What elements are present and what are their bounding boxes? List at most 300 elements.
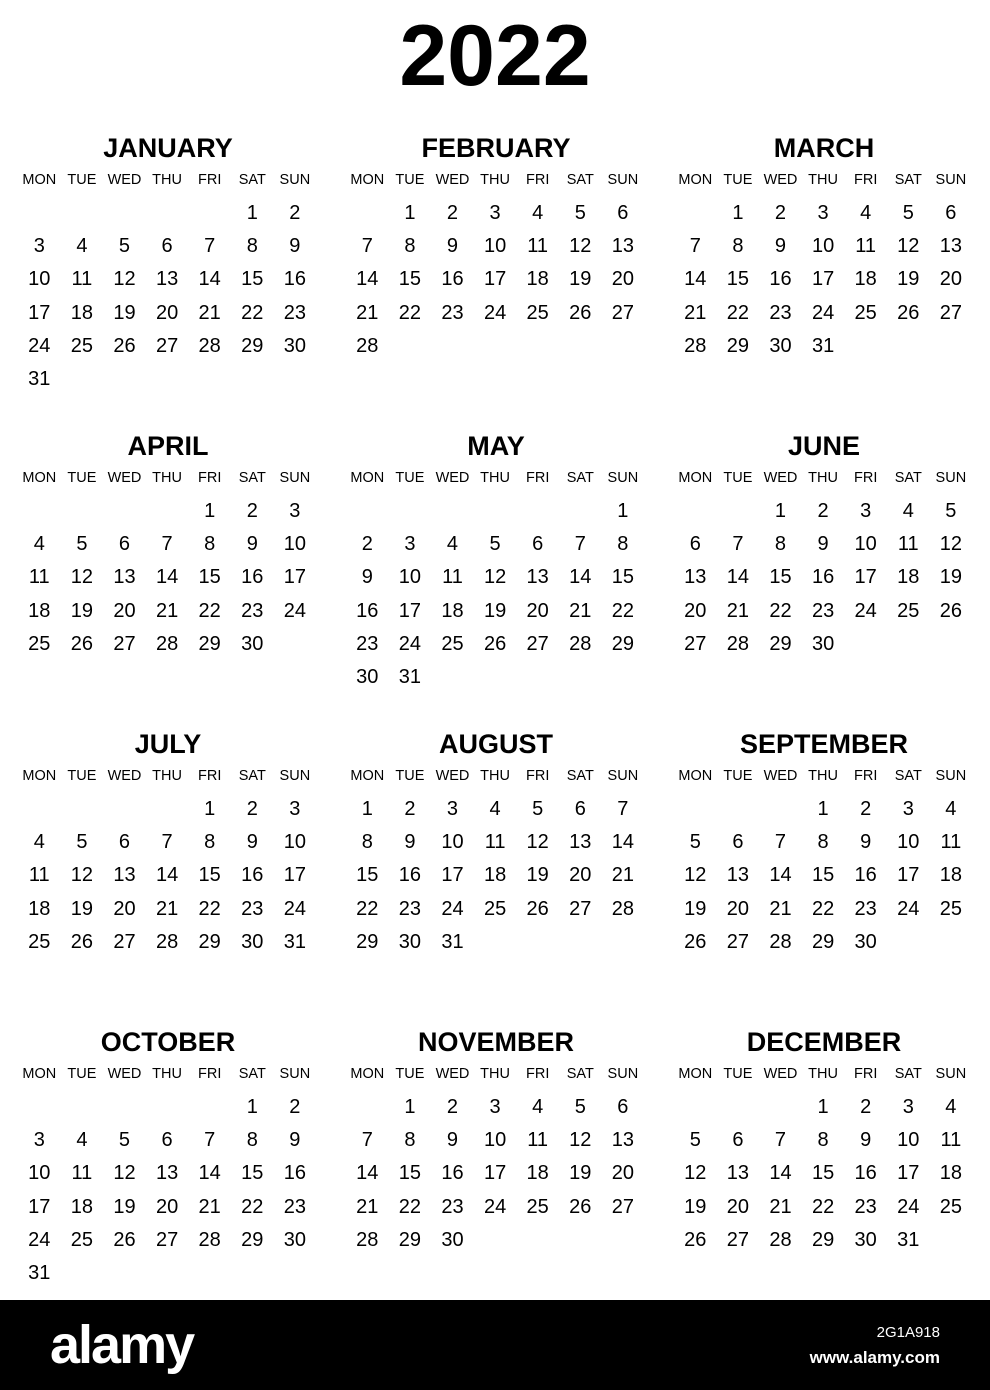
weekday-label: SUN — [935, 768, 967, 784]
day-cell: 27 — [611, 1195, 634, 1218]
day-cell: 9 — [860, 1129, 872, 1152]
day-cell: 24 — [283, 599, 306, 622]
day-cell: 13 — [939, 235, 962, 258]
week-row — [346, 1157, 646, 1190]
weekday-label: SUN — [607, 172, 639, 188]
day-cell: 7 — [204, 1129, 216, 1152]
weekday-label: SUN — [607, 1066, 639, 1082]
day-cell: 29 — [769, 632, 792, 655]
weekday-label: THU — [480, 470, 510, 486]
day-cell: 12 — [70, 566, 94, 589]
day-cell: 11 — [855, 235, 877, 258]
day-cell: 6 — [118, 831, 131, 854]
day-cell: 28 — [155, 930, 179, 953]
weekday-label: SAT — [238, 1066, 266, 1082]
day-cell: 25 — [70, 334, 94, 357]
day-cell: 22 — [241, 1195, 264, 1218]
day-cell: 31 — [441, 930, 464, 953]
day-cell: 16 — [283, 1162, 306, 1185]
day-cell: 11 — [71, 1162, 93, 1185]
week-row — [674, 197, 974, 230]
weekday-label: MON — [350, 768, 385, 784]
calendar-grid — [18, 128, 978, 1320]
week-row — [18, 1124, 318, 1157]
week-row — [346, 230, 646, 263]
day-cell: 11 — [71, 268, 93, 291]
day-cell: 13 — [726, 1162, 750, 1185]
week-row — [674, 263, 974, 296]
day-cell: 26 — [939, 599, 962, 622]
day-cell: 3 — [489, 202, 501, 225]
day-cell: 6 — [161, 1129, 173, 1152]
day-cell: 27 — [726, 1228, 750, 1251]
day-cell: 18 — [70, 301, 94, 324]
day-cell: 9 — [246, 831, 258, 854]
week-row — [18, 561, 318, 594]
day-cell: 18 — [70, 1195, 94, 1218]
day-cell: 5 — [76, 831, 88, 854]
day-cell: 4 — [532, 1096, 544, 1119]
week-row — [674, 859, 974, 892]
weekday-header — [674, 764, 974, 788]
weekday-label: MON — [350, 470, 385, 486]
weekday-label: THU — [480, 768, 510, 784]
day-cell: 8 — [246, 1129, 258, 1152]
day-cell: 1 — [732, 202, 744, 225]
weekday-header — [18, 1062, 318, 1086]
day-cell: 8 — [246, 235, 258, 258]
day-cell: 22 — [611, 599, 634, 622]
day-cell: 25 — [28, 632, 51, 655]
weekday-label: MON — [22, 172, 57, 188]
day-cell: 9 — [289, 1129, 301, 1152]
month-name: JULY — [134, 729, 202, 759]
weekday-header — [346, 1062, 646, 1086]
day-cell: 15 — [611, 566, 634, 589]
day-cell: 11 — [28, 566, 50, 589]
month-june — [674, 426, 974, 724]
weekday-label: FRI — [525, 470, 550, 486]
day-cell: 5 — [118, 1129, 131, 1152]
weekday-header — [346, 168, 646, 192]
day-cell: 30 — [356, 666, 379, 689]
weekday-label: FRI — [853, 768, 878, 784]
weekday-label: WED — [107, 172, 142, 188]
watermark-footer — [0, 1300, 990, 1390]
weekday-label: FRI — [197, 768, 222, 784]
day-cell: 12 — [684, 1162, 707, 1185]
day-cell: 26 — [569, 1195, 592, 1218]
day-cell: 26 — [526, 897, 549, 920]
day-cell: 11 — [527, 1129, 549, 1152]
day-cell: 3 — [902, 1096, 914, 1119]
day-cell: 3 — [404, 533, 416, 556]
day-cell: 27 — [526, 632, 549, 655]
weekday-header — [674, 1062, 974, 1086]
weekday-label: WED — [763, 768, 798, 784]
day-cell: 14 — [726, 566, 750, 589]
weekday-label: SAT — [894, 470, 922, 486]
weekday-label: SAT — [238, 172, 266, 188]
month-april — [18, 426, 318, 724]
weekday-label: TUE — [395, 172, 425, 188]
day-cell: 4 — [489, 798, 501, 821]
day-cell: 1 — [817, 1096, 829, 1119]
day-cell: 19 — [939, 566, 962, 589]
month-days — [346, 1091, 646, 1257]
day-cell: 19 — [70, 599, 94, 622]
day-cell: 4 — [76, 235, 88, 258]
day-cell: 11 — [28, 864, 50, 887]
day-cell: 15 — [198, 566, 221, 589]
weekday-label: TUE — [67, 768, 97, 784]
weekday-label: MON — [678, 470, 713, 486]
weekday-label: SAT — [566, 172, 594, 188]
day-cell: 14 — [198, 268, 221, 291]
day-cell: 16 — [356, 599, 379, 622]
day-cell: 27 — [113, 632, 136, 655]
day-cell: 30 — [854, 1228, 877, 1251]
weekday-label: MON — [678, 1066, 713, 1082]
day-cell: 22 — [241, 301, 264, 324]
day-cell: 24 — [897, 897, 920, 920]
day-cell: 29 — [811, 1228, 835, 1251]
day-cell: 2 — [246, 500, 258, 523]
month-days — [674, 495, 974, 661]
day-cell: 24 — [28, 1228, 51, 1251]
weekday-label: THU — [152, 1066, 182, 1082]
day-cell: 7 — [361, 235, 373, 258]
week-row — [346, 1124, 646, 1157]
day-cell: 14 — [155, 566, 179, 589]
weekday-label: WED — [763, 172, 798, 188]
day-cell: 26 — [70, 632, 94, 655]
day-cell: 21 — [726, 599, 750, 622]
day-cell: 16 — [398, 864, 422, 887]
weekday-label: THU — [480, 172, 510, 188]
day-cell: 21 — [684, 301, 707, 324]
day-cell: 14 — [198, 1162, 221, 1185]
day-cell: 2 — [404, 798, 416, 821]
day-cell: 11 — [442, 566, 463, 589]
day-cell: 10 — [854, 533, 877, 556]
day-cell: 14 — [569, 566, 592, 589]
day-cell: 19 — [526, 864, 549, 887]
day-cell: 30 — [283, 1228, 306, 1251]
day-cell: 21 — [769, 897, 792, 920]
day-cell: 7 — [732, 533, 744, 556]
day-cell: 24 — [283, 897, 306, 920]
day-cell: 5 — [532, 798, 544, 821]
day-cell: 17 — [897, 864, 920, 887]
day-cell: 10 — [811, 235, 835, 258]
day-cell: 12 — [569, 1129, 592, 1152]
week-row — [674, 793, 974, 826]
week-row — [18, 1091, 318, 1124]
day-cell: 30 — [283, 334, 306, 357]
day-cell: 3 — [33, 1129, 45, 1152]
day-cell: 21 — [155, 897, 179, 920]
day-cell: 14 — [356, 268, 379, 291]
day-cell: 27 — [726, 930, 750, 953]
week-row — [18, 1191, 318, 1224]
week-row — [18, 1224, 318, 1257]
day-cell: 1 — [404, 1096, 416, 1119]
year-title: 2022 — [399, 8, 591, 104]
day-cell: 11 — [484, 831, 506, 854]
day-cell: 25 — [526, 301, 549, 324]
day-cell: 25 — [897, 599, 920, 622]
weekday-label: WED — [107, 768, 142, 784]
week-row — [18, 230, 318, 263]
month-days — [18, 1091, 318, 1290]
month-name: MARCH — [773, 133, 875, 163]
day-cell: 5 — [574, 202, 586, 225]
week-row — [346, 859, 646, 892]
day-cell: 14 — [684, 268, 707, 291]
week-row — [674, 1157, 974, 1190]
day-cell: 11 — [940, 831, 962, 854]
weekday-label: THU — [152, 470, 182, 486]
day-cell: 17 — [897, 1162, 920, 1185]
day-cell: 4 — [945, 798, 957, 821]
day-cell: 18 — [897, 566, 920, 589]
day-cell: 15 — [398, 1162, 422, 1185]
day-cell: 15 — [398, 268, 422, 291]
day-cell: 9 — [246, 533, 258, 556]
day-cell: 1 — [361, 798, 373, 821]
day-cell: 31 — [28, 368, 51, 391]
day-cell: 23 — [854, 1195, 877, 1218]
day-cell: 20 — [939, 268, 962, 291]
weekday-label: TUE — [395, 1066, 425, 1082]
weekday-label: MON — [22, 470, 57, 486]
week-row — [346, 661, 646, 694]
day-cell: 28 — [569, 632, 592, 655]
day-cell: 15 — [811, 864, 835, 887]
day-cell: 29 — [198, 632, 221, 655]
weekday-label: MON — [678, 172, 713, 188]
day-cell: 21 — [611, 864, 634, 887]
week-row — [18, 297, 318, 330]
day-cell: 29 — [241, 334, 264, 357]
day-cell: 8 — [817, 1129, 829, 1152]
day-cell: 13 — [611, 1129, 634, 1152]
weekday-label: FRI — [197, 470, 222, 486]
day-cell: 10 — [28, 1162, 51, 1185]
day-cell: 29 — [241, 1228, 264, 1251]
weekday-label: WED — [435, 1066, 470, 1082]
day-cell: 14 — [356, 1162, 379, 1185]
weekday-label: TUE — [67, 1066, 97, 1082]
day-cell: 14 — [611, 831, 634, 854]
weekday-label: TUE — [723, 1066, 753, 1082]
day-cell: 10 — [283, 831, 306, 854]
day-cell: 29 — [811, 930, 835, 953]
weekday-header — [18, 764, 318, 788]
month-name: AUGUST — [439, 729, 553, 759]
day-cell: 14 — [769, 864, 792, 887]
day-cell: 18 — [939, 1162, 962, 1185]
day-cell: 4 — [860, 202, 872, 225]
day-cell: 4 — [33, 533, 45, 556]
day-cell: 1 — [246, 202, 258, 225]
day-cell: 5 — [489, 533, 501, 556]
day-cell: 23 — [769, 301, 792, 324]
day-cell: 14 — [769, 1162, 792, 1185]
day-cell: 7 — [689, 235, 701, 258]
day-cell: 17 — [854, 566, 877, 589]
day-cell: 2 — [817, 500, 829, 523]
day-cell: 21 — [769, 1195, 792, 1218]
weekday-header — [346, 764, 646, 788]
week-row — [346, 628, 646, 661]
day-cell: 22 — [398, 1195, 422, 1218]
day-cell: 30 — [441, 1228, 464, 1251]
day-cell: 2 — [246, 798, 258, 821]
day-cell: 8 — [404, 1129, 416, 1152]
day-cell: 8 — [774, 533, 787, 556]
weekday-label: SUN — [935, 1066, 967, 1082]
day-cell: 17 — [283, 864, 306, 887]
day-cell: 28 — [356, 1228, 379, 1251]
day-cell: 3 — [33, 235, 45, 258]
day-cell: 25 — [441, 632, 464, 655]
day-cell: 13 — [155, 1162, 179, 1185]
day-cell: 6 — [945, 202, 957, 225]
day-cell: 25 — [939, 897, 962, 920]
day-cell: 7 — [774, 831, 787, 854]
day-cell: 9 — [860, 831, 872, 854]
week-row — [674, 561, 974, 594]
day-cell: 2 — [774, 202, 787, 225]
week-row — [18, 495, 318, 528]
week-row — [346, 561, 646, 594]
month-name: DECEMBER — [746, 1027, 902, 1057]
day-cell: 18 — [28, 599, 51, 622]
month-august — [346, 724, 646, 1022]
day-cell: 12 — [113, 1162, 136, 1185]
day-cell: 3 — [289, 500, 301, 523]
day-cell: 6 — [118, 533, 131, 556]
week-row — [346, 1091, 646, 1124]
day-cell: 15 — [769, 566, 792, 589]
weekday-label: MON — [22, 768, 57, 784]
week-row — [674, 1224, 974, 1257]
week-row — [346, 1224, 646, 1257]
day-cell: 25 — [28, 930, 51, 953]
day-cell: 8 — [204, 831, 216, 854]
day-cell: 21 — [198, 1195, 221, 1218]
day-cell: 1 — [617, 500, 629, 523]
day-cell: 20 — [155, 301, 179, 324]
month-name: FEBRUARY — [421, 133, 571, 163]
day-cell: 31 — [398, 666, 422, 689]
day-cell: 31 — [283, 930, 306, 953]
day-cell: 12 — [569, 235, 592, 258]
weekday-label: SAT — [566, 1066, 594, 1082]
weekday-label: THU — [152, 172, 182, 188]
weekday-header — [346, 466, 646, 490]
day-cell: 15 — [726, 268, 750, 291]
weekday-label: SAT — [238, 768, 266, 784]
day-cell: 17 — [441, 864, 464, 887]
day-cell: 10 — [483, 235, 507, 258]
day-cell: 23 — [241, 599, 264, 622]
day-cell: 3 — [489, 1096, 501, 1119]
day-cell: 2 — [860, 798, 872, 821]
day-cell: 7 — [574, 533, 586, 556]
day-cell: 19 — [113, 301, 136, 324]
weekday-label: FRI — [853, 1066, 878, 1082]
day-cell: 24 — [811, 301, 835, 324]
weekday-label: SAT — [894, 172, 922, 188]
month-days — [674, 197, 974, 363]
month-october — [18, 1022, 318, 1320]
day-cell: 24 — [897, 1195, 920, 1218]
day-cell: 12 — [939, 533, 962, 556]
week-row — [346, 197, 646, 230]
day-cell: 17 — [28, 1195, 51, 1218]
day-cell: 25 — [854, 301, 877, 324]
month-march — [674, 128, 974, 426]
day-cell: 27 — [684, 632, 707, 655]
day-cell: 22 — [198, 897, 221, 920]
week-row — [18, 595, 318, 628]
day-cell: 6 — [732, 831, 744, 854]
day-cell: 18 — [483, 864, 507, 887]
day-cell: 23 — [441, 301, 464, 324]
day-cell: 28 — [198, 1228, 221, 1251]
day-cell: 31 — [28, 1262, 51, 1285]
day-cell: 29 — [356, 930, 379, 953]
day-cell: 16 — [241, 864, 264, 887]
day-cell: 18 — [526, 268, 549, 291]
day-cell: 30 — [398, 930, 422, 953]
day-cell: 8 — [404, 235, 416, 258]
day-cell: 25 — [70, 1228, 94, 1251]
weekday-label: FRI — [853, 470, 878, 486]
day-cell: 28 — [155, 632, 179, 655]
month-days — [18, 495, 318, 661]
day-cell: 5 — [76, 533, 88, 556]
month-days — [346, 495, 646, 694]
day-cell: 23 — [241, 897, 264, 920]
week-row — [674, 826, 974, 859]
month-july — [18, 724, 318, 1022]
day-cell: 12 — [113, 268, 136, 291]
day-cell: 10 — [28, 268, 51, 291]
day-cell: 27 — [155, 334, 179, 357]
week-row — [346, 893, 646, 926]
month-name: APRIL — [127, 431, 209, 461]
day-cell: 21 — [569, 599, 592, 622]
day-cell: 6 — [732, 1129, 744, 1152]
day-cell: 26 — [897, 301, 920, 324]
weekday-label: FRI — [853, 172, 878, 188]
week-row — [674, 230, 974, 263]
day-cell: 25 — [939, 1195, 962, 1218]
weekday-label: MON — [350, 172, 385, 188]
day-cell: 26 — [684, 930, 707, 953]
weekday-label: SAT — [894, 768, 922, 784]
week-row — [346, 793, 646, 826]
day-cell: 11 — [940, 1129, 962, 1152]
day-cell: 8 — [361, 831, 373, 854]
day-cell: 18 — [939, 864, 962, 887]
day-cell: 20 — [726, 897, 750, 920]
weekday-label: THU — [808, 172, 838, 188]
